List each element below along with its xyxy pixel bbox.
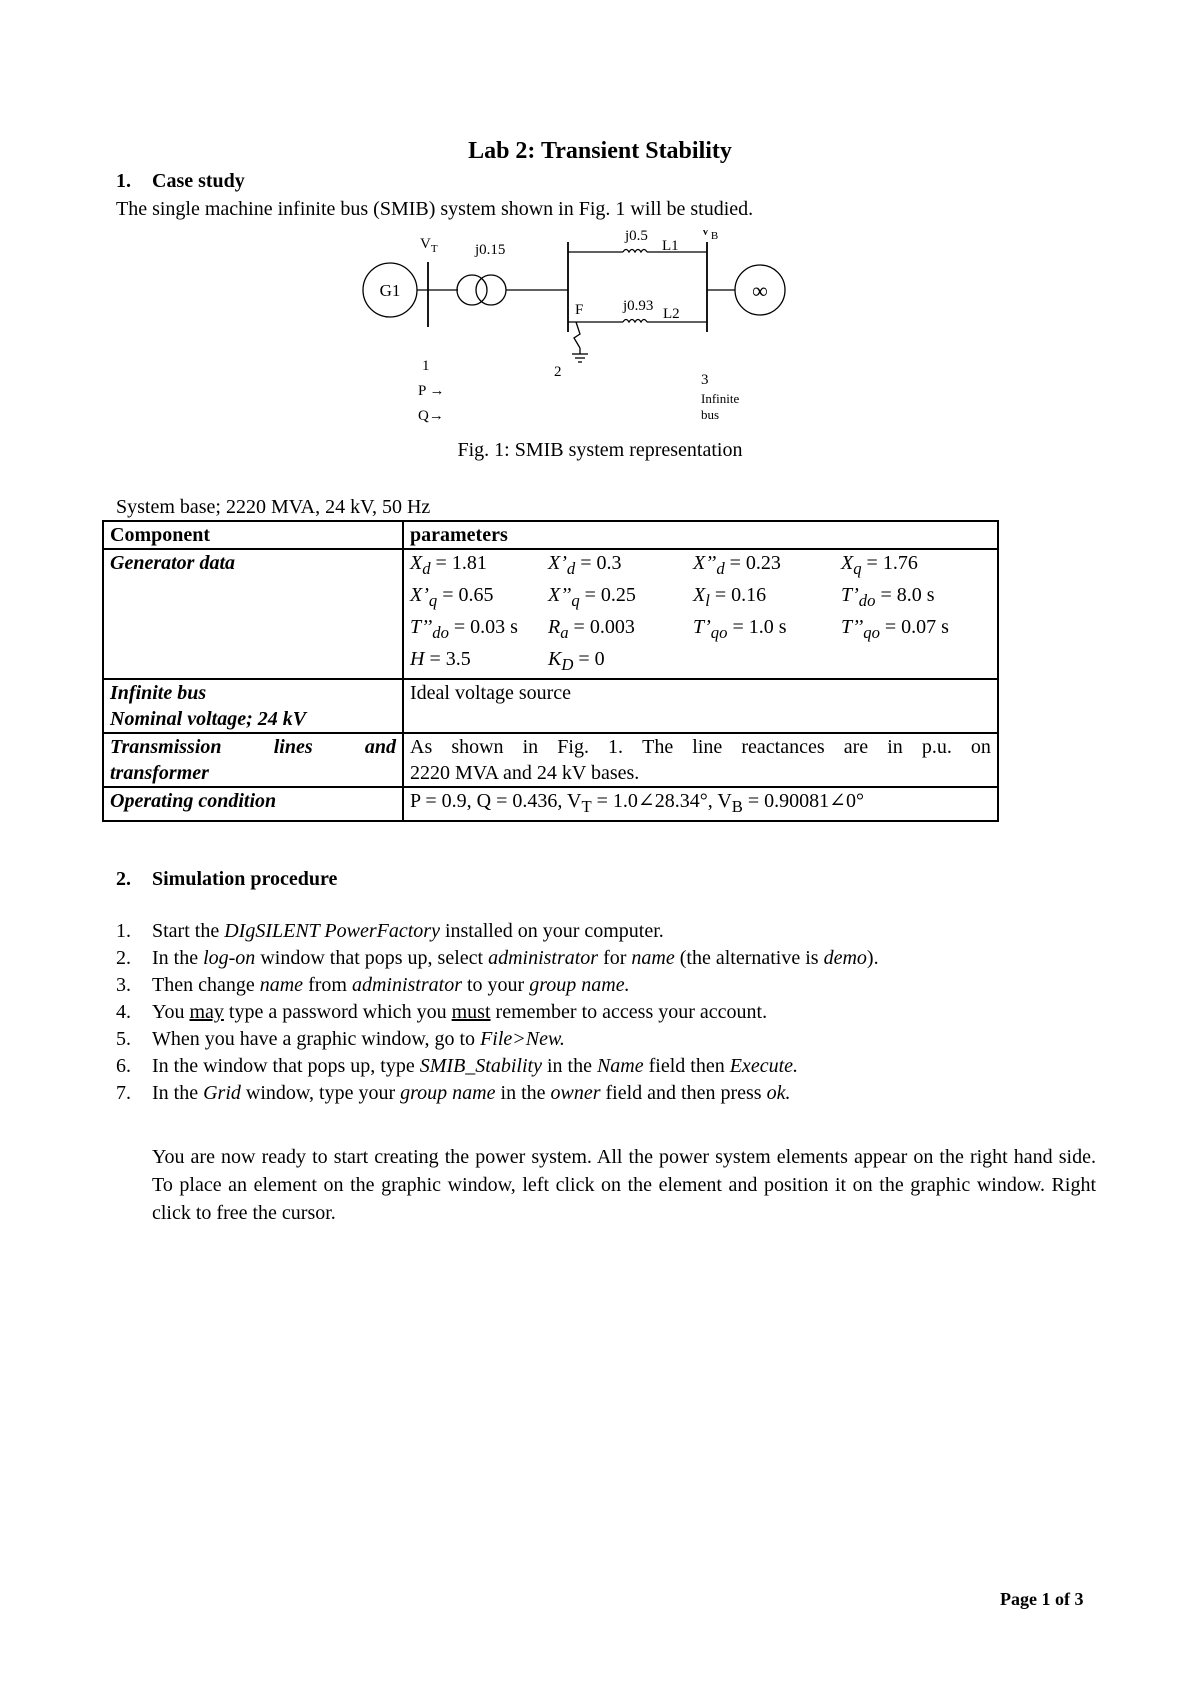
word: are <box>843 736 869 758</box>
page-number: Page 1 of 3 <box>1000 1589 1084 1609</box>
transmission-label: Transmission lines and transformer <box>103 733 403 787</box>
word: 1. <box>608 736 624 758</box>
infinite-bus-caption-2: bus <box>701 407 720 422</box>
list-item: 7. In the Grid window, type your group name in the owner field and then press ok. <box>116 1082 791 1104</box>
vt-label: $V_T$ <box>420 236 438 255</box>
line1-reactance-label: j0.5 <box>625 230 648 244</box>
table-row-infinite-bus <box>103 679 998 733</box>
instruction-paragraph: You are now ready to start creating the power system. All the power system elements appear on the right hand side. To place an element on the graphic window, left click on the element and position it on the graphic window. Right click to free the cursor. <box>152 1146 1096 1224</box>
generator-param <box>693 646 841 678</box>
line2-inductor <box>623 320 647 323</box>
table-row-operating <box>103 787 998 821</box>
infinite-bus-label: Infinite bus Nominal voltage; 24 kV <box>103 679 403 733</box>
generator-param: $T’’_{do} = 0.03$ s <box>410 616 518 642</box>
list-item: 2. In the log-on window that pops up, select administrator for name (the alternative is demo). <box>116 947 879 969</box>
generator-data-label: Generator data <box>103 549 403 679</box>
table-header-row <box>103 521 998 549</box>
list-item: 6. In the window that pops up, type SMIB_Stability in the Name field then Execute. <box>116 1055 798 1077</box>
generator-param: $X_l = 0.16$ <box>693 584 767 610</box>
line1-label: L1 <box>662 238 679 254</box>
word: line <box>692 736 723 758</box>
header-component: Component <box>103 521 403 549</box>
generator-param: $X’_d = 0.3$ <box>548 552 622 578</box>
line1-inductor <box>623 250 647 253</box>
fault-label: F <box>575 302 584 318</box>
generator-label: G1 <box>379 281 401 300</box>
infinite-bus-value: Ideal voltage source <box>403 679 998 733</box>
generator-params-cell <box>403 549 998 679</box>
operating-condition-label: Operating condition <box>103 787 403 821</box>
generator-param: $T’_{qo} = 1.0$ s <box>693 616 787 642</box>
word: Fig. <box>557 736 589 758</box>
intro-text: The single machine infinite bus (SMIB) system shown in Fig. 1 will be studied. <box>116 198 754 220</box>
parameters-table <box>102 520 999 822</box>
word: p.u. <box>921 736 952 758</box>
bus3-number: 3 <box>701 372 709 388</box>
system-base: System base; 2220 MVA, 24 kV, 50 Hz <box>116 496 431 518</box>
word: shown <box>451 736 504 758</box>
header-parameters: parameters <box>403 521 998 549</box>
p-arrow-label: P → <box>418 383 445 399</box>
list-item: 3. Then change name from administrator to your group name. <box>116 974 630 996</box>
generator-param: $R_a = 0.003$ <box>548 616 635 642</box>
bus1-number: 1 <box>422 358 430 374</box>
word: As <box>410 736 433 758</box>
generator-param: $X_q = 1.76$ <box>841 552 918 578</box>
smib-diagram-svg <box>355 230 875 430</box>
list-item: 5. When you have a graphic window, go to File>New. <box>116 1028 565 1050</box>
list-item: 4. You may type a password which you must remember to access your account. <box>116 1001 768 1023</box>
generator-param: $T’_{do} = 8.0$ s <box>841 584 935 610</box>
infinite-bus-caption-1: Infinite <box>701 391 740 406</box>
fault-symbol <box>574 322 580 348</box>
transmission-value: As shown in Fig. 1. The line reactances are in p.u. on 2220 MVA and 24 kV bases. <box>403 733 998 787</box>
page-title: Lab 2: Transient Stability <box>468 138 732 164</box>
section-heading-case-study: 1. Case study <box>116 170 245 192</box>
generator-param <box>841 646 991 678</box>
smib-diagram <box>355 230 875 430</box>
word: on <box>970 736 991 758</box>
generator-param: $X’_q = 0.65$ <box>410 584 494 610</box>
generator-params-grid <box>410 550 991 678</box>
vb-label: $V_B$ <box>700 230 719 242</box>
table-row-transmission <box>103 733 998 787</box>
transformer-reactance-label: j0.15 <box>475 242 506 258</box>
word: The <box>642 736 674 758</box>
generator-param: $X_d = 1.81$ <box>410 552 487 578</box>
generator-param: $T’’_{qo} = 0.07$ s <box>841 616 949 642</box>
word: lines <box>273 736 313 758</box>
word: Transmission <box>110 736 222 758</box>
generator-param: $K_D = 0$ <box>548 648 605 674</box>
bus2-number: 2 <box>554 364 562 380</box>
table-row-generator <box>103 549 998 679</box>
generator-param: $X’’_q = 0.25$ <box>548 584 636 610</box>
section-heading-simulation: 2. Simulation procedure <box>116 868 338 890</box>
word: and <box>364 736 396 758</box>
generator-param: $X’’_d = 0.23$ <box>693 552 781 578</box>
transformer-symbol <box>457 275 487 305</box>
list-item: 1. Start the DIgSILENT PowerFactory installed on your computer. <box>116 920 664 942</box>
q-arrow-label: Q→ <box>418 408 444 424</box>
line2-reactance-label: j0.93 <box>623 298 654 314</box>
word: reactances <box>741 736 825 758</box>
figure-caption: Fig. 1: SMIB system representation <box>457 439 743 461</box>
line2-label: L2 <box>663 306 680 322</box>
infinity-glyph: ∞ <box>752 278 768 303</box>
generator-param: H = 3.5 <box>410 648 471 670</box>
procedure-steps <box>116 918 879 1107</box>
word: in <box>887 736 903 758</box>
operating-condition-value: P = 0.9, Q = 0.436, $V_T$ = 1.0∠28.34°, $V_B$ = 0.90081∠0° <box>403 787 998 821</box>
word: in <box>522 736 539 758</box>
